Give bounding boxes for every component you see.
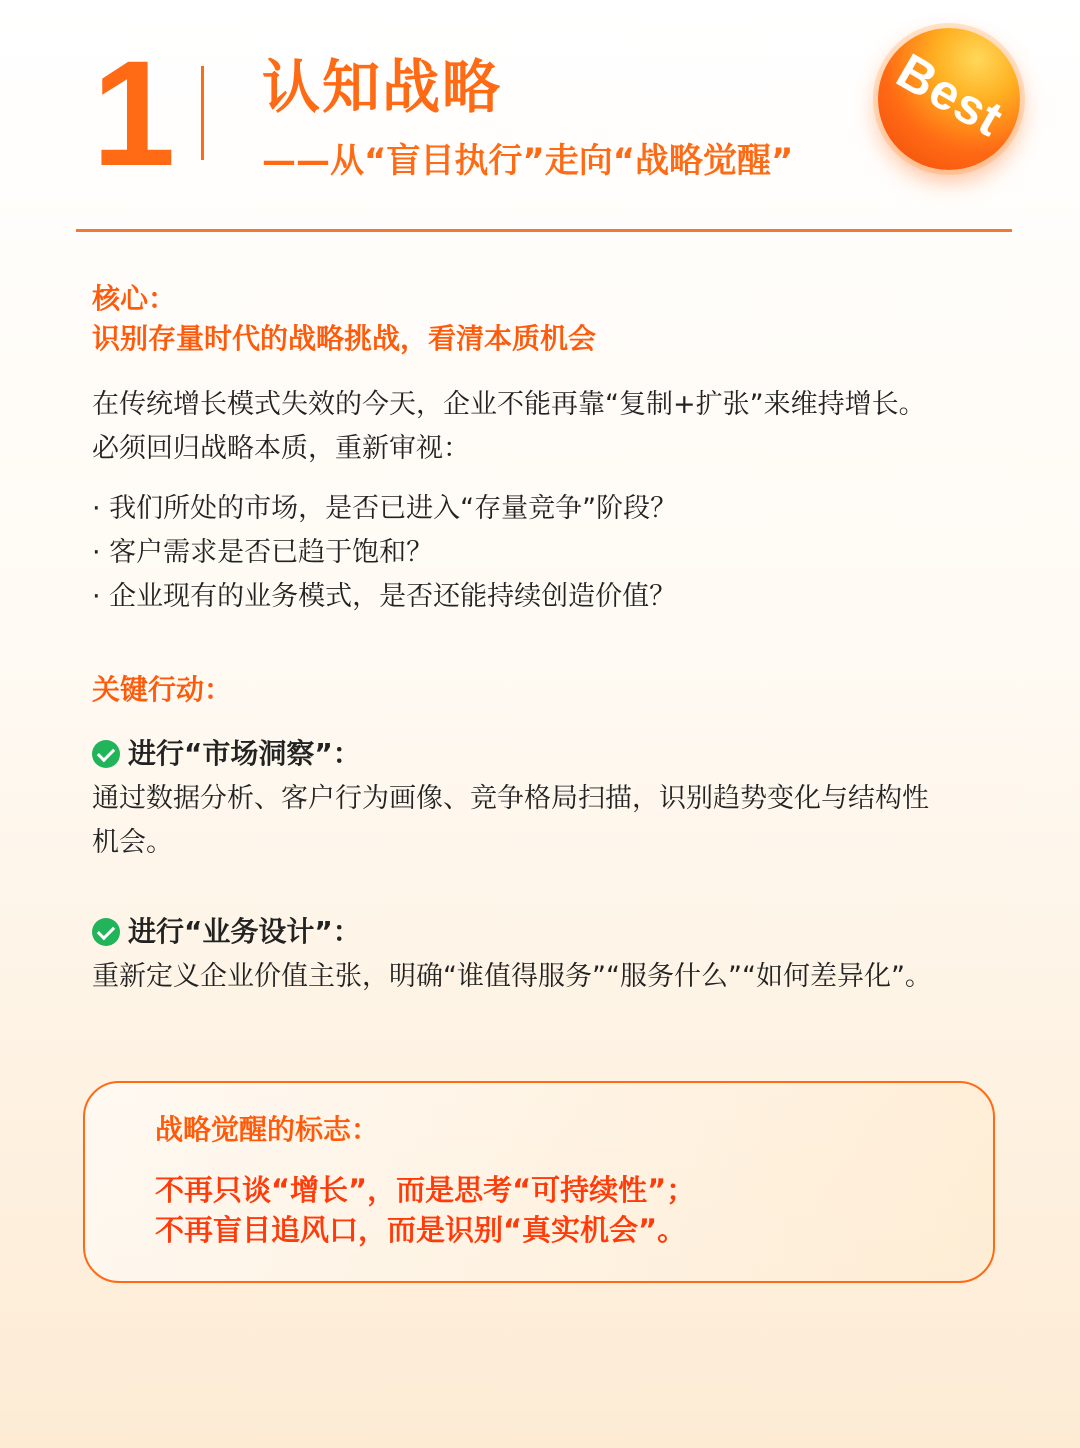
check-circle-icon: [92, 918, 120, 946]
callout-line2: 不再盲目追风口，而是识别“真实机会”。: [155, 1213, 687, 1247]
callout-box: [83, 1081, 995, 1283]
section-number: 1: [92, 29, 172, 197]
page-subtitle: ——从“盲目执行”走向“战略觉醒”: [262, 141, 794, 181]
core-bullet: · 企业现有的业务模式，是否还能持续创造价值？: [92, 581, 677, 612]
action-title: 进行“市场洞察”：: [128, 737, 361, 770]
core-heading: 识别存量时代的战略挑战，看清本质机会: [92, 322, 597, 355]
core-paragraph-line1: 在传统增长模式失效的今天，企业不能再靠“复制+扩张”来维持增长。: [92, 389, 926, 420]
callout-title: 战略觉醒的标志：: [155, 1113, 380, 1146]
best-badge-text: Best: [887, 42, 1013, 148]
actions-heading: 关键行动：: [92, 673, 233, 706]
core-heading-label: 核心：: [92, 282, 177, 315]
action-item-market-insight: [92, 733, 361, 775]
header-divider: [76, 229, 1012, 232]
page-title: 认知战略: [262, 53, 503, 121]
best-badge: [878, 28, 1020, 170]
core-bullet: · 客户需求是否已趋于饱和？: [92, 537, 434, 568]
title-divider: [201, 66, 204, 160]
core-paragraph-line2: 必须回归战略本质，重新审视：: [92, 433, 470, 464]
action-desc-line2: 机会。: [92, 827, 173, 858]
check-circle-icon: [92, 740, 120, 768]
core-bullet: · 我们所处的市场，是否已进入“存量竞争”阶段？: [92, 493, 678, 524]
action-title: 进行“业务设计”：: [128, 915, 361, 948]
callout-line1: 不再只谈“增长”，而是思考“可持续性”；: [155, 1173, 696, 1207]
action-desc-line1: 通过数据分析、客户行为画像、竞争格局扫描，识别趋势变化与结构性: [92, 783, 929, 814]
action-item-business-design: [92, 911, 361, 953]
action-desc-line1: 重新定义企业价值主张，明确“谁值得服务”“服务什么”“如何差异化”。: [92, 961, 932, 992]
